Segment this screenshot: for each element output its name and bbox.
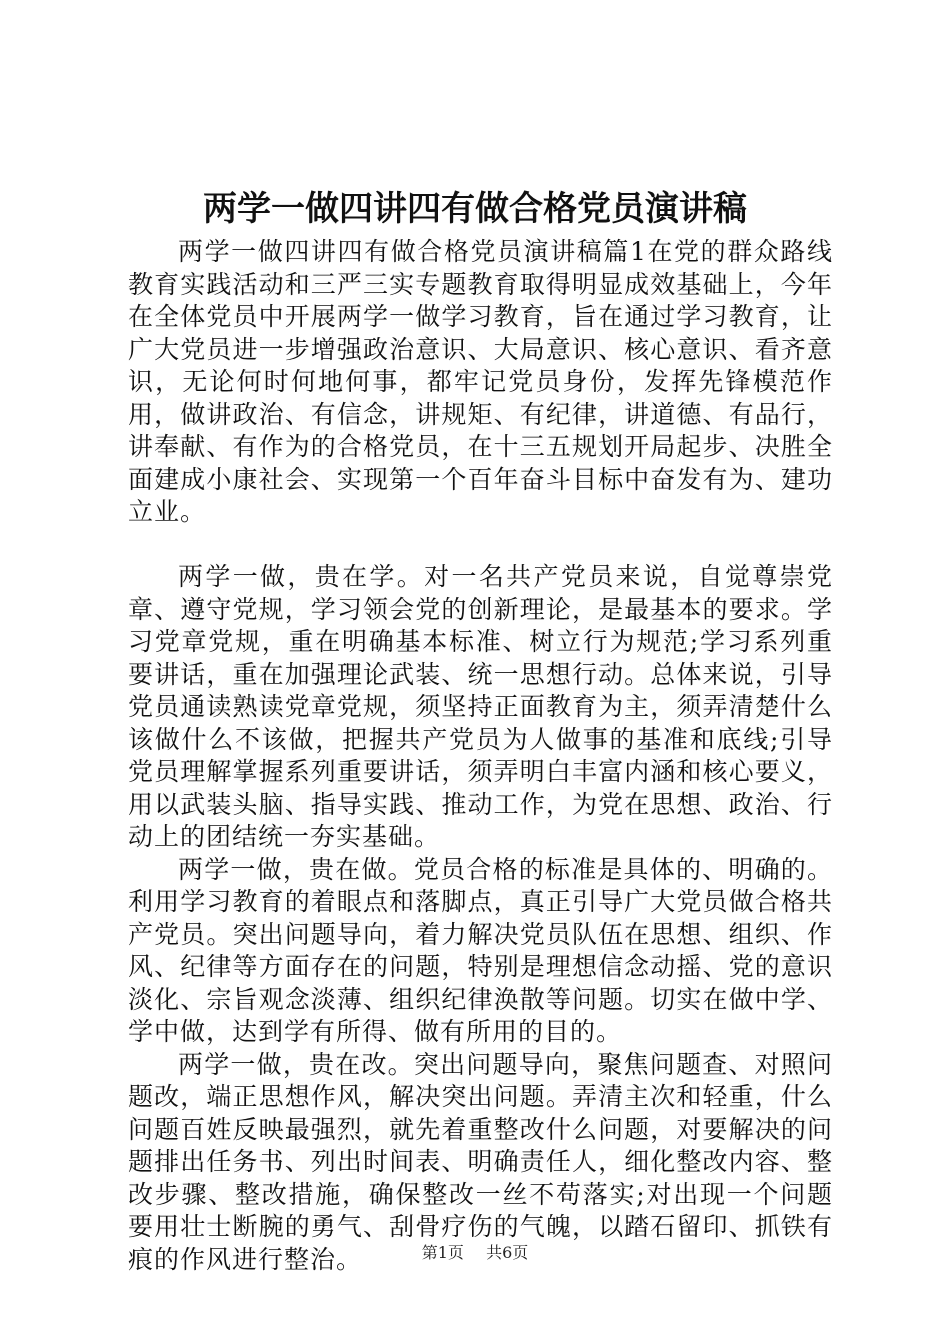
document-title: 两学一做四讲四有做合格党员演讲稿 [203, 189, 747, 229]
page-footer [0, 1242, 950, 1264]
paragraph-intro: 两学一做四讲四有做合格党员演讲稿篇1在党的群众路线教育实践活动和三严三实专题教育取得明显成效基础上，今年在全体党员中开展两学一做学习教育，旨在通过学习教育，让广大党员进一步增强政治意识、大局意识、核心意识、看齐意识，无论何时何地何事，都牢记党员身份，发挥先锋模范作用，做讲政治、有信念，讲规矩、有纪律，讲道德、有品行，讲奉献、有作为的合格党员，在十三五规划开局起步、决胜全面建成小康社会、实现第一个百年奋斗目标中奋发有为、建功立业。 [128, 237, 833, 526]
page-total: 共6页 [486, 1243, 529, 1262]
paragraph-reform: 两学一做，贵在改。突出问题导向，聚焦问题查、对照问题改，端正思想作风，解决突出问题。弄清主次和轻重，什么问题百姓反映最强烈，就先着重整改什么问题，对要解决的问题排出任务书、列出时间表、明确责任人，细化整改内容、整改步骤、整改措施，确保整改一丝不苟落实;对出现一个问题要用壮士断腕的勇气、刮骨疗伤的气魄，以踏石留印、抓铁有痕的作风进行整治。 [128, 1049, 833, 1274]
paragraph-study: 两学一做，贵在学。对一名共产党员来说，自觉尊崇党章、遵守党规，学习领会党的创新理论，是最基本的要求。学习党章党规，重在明确基本标准、树立行为规范;学习系列重要讲话，重在加强理论武装、统一思想行动。总体来说，引导党员通读熟读党章党规，须坚持正面教育为主，须弄清楚什么该做什么不该做，把握共产党员为人做事的基准和底线;引导党员理解掌握系列重要讲话，须弄明白丰富内涵和核心要义，用以武装头脑、指导实践、推动工作，为党在思想、政治、行动上的团结统一夯实基础。 [128, 562, 833, 851]
document-body [128, 236, 833, 1276]
paragraph-spacer [128, 529, 833, 562]
page-number: 第1页 [421, 1243, 464, 1262]
paragraph-do: 两学一做，贵在做。党员合格的标准是具体的、明确的。利用学习教育的着眼点和落脚点，真正引导广大党员做合格共产党员。突出问题导向，着力解决党员队伍在思想、组织、作风、纪律等方面存在的问题，特别是理想信念动摇、党的意识淡化、宗旨观念淡薄、组织纪律涣散等问题。切实在做中学、学中做，达到学有所得、做有所用的目的。 [128, 854, 833, 1046]
